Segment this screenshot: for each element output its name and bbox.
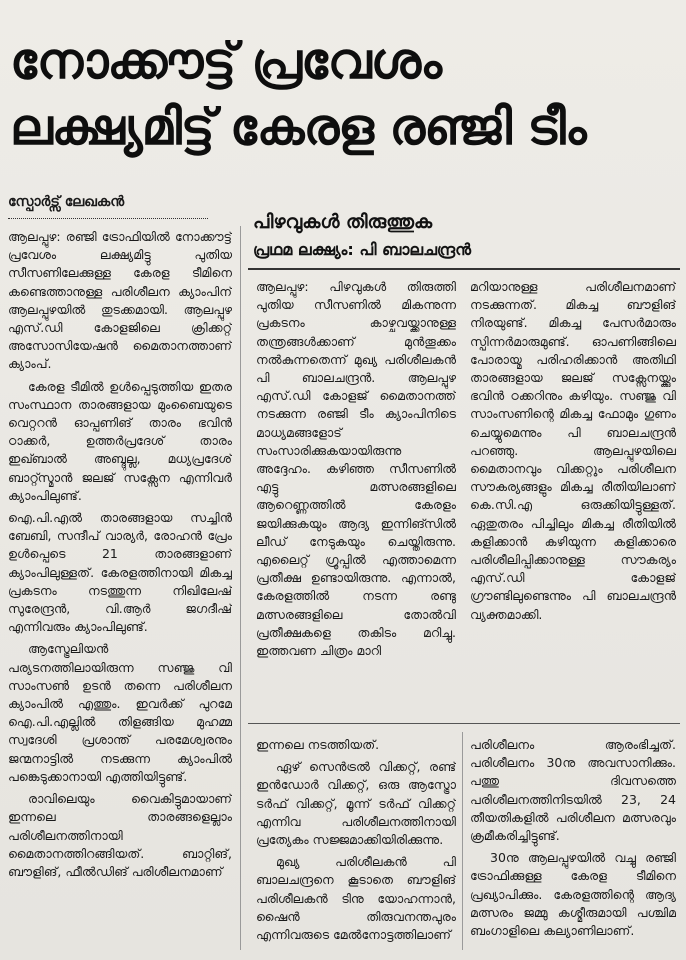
lower-right-column bbox=[470, 736, 676, 950]
lower-paragraph: ഏഴ് സെൻട്രൽ വിക്കറ്റ്, രണ്ട് ഇൻഡോർ വിക്കറ്റ്, ഒരു ആസ്ട്രോ ടർഫ് വിക്കറ്റ്, മൂന്ന് ടർഫ് വിക്കറ്റ് എന്നിവ പരിശീലനത്തിനായി പ്രത്യേകം സജ്ജമാക്കിയിരിക്കുന്നു. bbox=[256, 759, 456, 848]
subhead-line-1: പിഴവുകൾ തിരുത്തുക bbox=[253, 211, 433, 233]
left-paragraph: ആലപ്പുഴ: രഞ്ജി ട്രോഫിയിൽ നോക്കൗട്ട് പ്രവേശം ലക്ഷ്യമിട്ടു പുതിയ സീസണിലേക്കുള്ള കേരള ടീമിനെ കണ്ടെത്താനുള്ള പരിശീലന ക്യാംപിന് ആലപ്പുഴയിൽ തുടക്കമായി. ആലപ്പുഴ എസ്.ഡി കോളജിലെ ക്രിക്കറ്റ് അസോസിയേഷൻ മൈതാനത്താണ് ക്യാംപ്. bbox=[8, 229, 232, 372]
box-subheadline bbox=[253, 210, 673, 262]
byline-rule bbox=[8, 218, 208, 219]
headline-line-2: ലക്ഷ്യമിട്ട് കേരള രഞ്ജി ടീം bbox=[10, 98, 586, 156]
lower-paragraph: ഇന്നലെ നടത്തിയത്. bbox=[256, 737, 380, 752]
lower-paragraph: 30നു ആലപ്പുഴയിൽ വച്ചു രഞ്ജി ട്രോഫിക്കുള്ള കേരള ടീമിനെ പ്രഖ്യാപിക്കും. കേരളത്തിന്റെ ആദ്യ മത്സരം ജമ്മു കശ്മീരുമായി പശ്ചിമ ബംഗാളിലെ കല്യാണിലാണ്. bbox=[470, 850, 676, 939]
headline-line-1: നോക്കൗട്ട് പ്രവേശം bbox=[10, 32, 442, 90]
column-rule bbox=[240, 226, 241, 950]
lower-column-rule bbox=[462, 732, 463, 950]
left-paragraph: രാവിലെയും വൈകിട്ടുമായാണ് ഇന്നലെ താരങ്ങളെല്ലാം പരിശീലനത്തിനായി മൈതാനത്തിറങ്ങിയത്. ബാറ്റിങ്, ബൗളിങ്, ഫീൽഡിങ് പരിശീലനമാണ് bbox=[8, 791, 232, 879]
box-mid-column bbox=[256, 278, 456, 718]
lower-paragraph: പരിശീലനം ആരംഭിച്ചത്. പരിശീലനം 30നു അവസാനിക്കും. പത്തു ദിവസത്തെ പരിശീലനത്തിനിടയിൽ 23, 24 തീയതികളിൽ പരിശീലന മത്സരവും ക്രമീകരിച്ചിട്ടുണ്ട്. bbox=[470, 737, 676, 844]
box-paragraph: മറിയാനുള്ള പരിശീലനമാണ് നടക്കുന്നത്. മികച്ച ബൗളിങ് നിരയുണ്ട്. മികച്ച പേസർമാരും സ്പിന്നർമാരുമുണ്ട്. ഓപണിങ്ങിലെ പോരായ്മ പരിഹരിക്കാൻ അതിഥി താരങ്ങളായ ജലജ് സക്സേനയ്ക്കും ഭവിൻ ഠക്കറിനും കഴിയും. സഞ്ജു വി സാംസണിന്റെ മികച്ച ഫോമും ഗുണം ചെയ്യുമെന്നും പി ബാലചന്ദ്രൻ പറഞ്ഞു. ആലപ്പുഴയിലെ മൈതാനവും വിക്കറ്റും പരിശീലന സൗകര്യങ്ങളും മികച്ച രീതിയിലാണ് കെ.സി.എ ഒരുക്കിയിട്ടുള്ളത്. ഏതുതരം പിച്ചിലും മികച്ച രീതിയിൽ കളിക്കാൻ കഴിയുന്ന കളിക്കാരെ പരിശീലിപ്പിക്കാനുള്ള സൗകര്യം എസ്.ഡി കോളജ് ഗ്രൗണ്ടിലുണ്ടെന്നും പി ബാലചന്ദ്രൻ വ്യക്തമാക്കി. bbox=[470, 279, 676, 622]
headline bbox=[10, 28, 680, 160]
left-paragraph: കേരള ടീമിൽ ഉൾപ്പെടുത്തിയ ഇതര സംസ്ഥാന താരങ്ങളായ മുംബൈയുടെ വെറ്ററൻ ഓപ്പണിങ് താരം ഭവിൻ ഠാക്കർ, ഉത്തർപ്രദേശ് താരം ഇഖ്ബാൽ അബ്ദുല്ല, മധ്യപ്രദേശ് ബാറ്റ്സ്മാൻ ജലജ് സക്സേന എന്നിവർ ക്യാംപിലുണ്ട്. bbox=[8, 378, 232, 503]
byline: സ്പോർട്സ് ലേഖകൻ bbox=[8, 194, 125, 210]
left-article-column bbox=[8, 228, 232, 950]
left-paragraph: ഐ.പി.എൽ താരങ്ങളായ സച്ചിൻ ബേബി, സന്ദീപ് വാര്യർ, രോഹൻ പ്രേം ഉൾപ്പെടെ 21 താരങ്ങളാണ് ക്യാംപിലുള്ളത്. കേരളത്തിനായി മികച്ച പ്രകടനം നടത്തുന്ന നിഖിലേഷ് സുരേന്ദ്രൻ, വി.ആർ ജഗദീഷ് എന്നിവരും ക്യാംപിലുണ്ട്. bbox=[8, 510, 232, 635]
box-right-column bbox=[470, 278, 676, 718]
left-paragraph: ആസ്ട്രേലിയൻ പര്യടനത്തിലായിരുന്ന സഞ്ജു വി സാംസൺ ഉടൻ തന്നെ പരിശീലന ക്യാംപിൽ എത്തും. ഇവർക്ക് പുറമേ ഐ.പി.എല്ലിൽ തിളങ്ങിയ മുഹമ്മ സ്വദേശി പ്രശാന്ത് പരമേശ്വരനും ജന്മനാട്ടിൽ നടക്കുന്ന ക്യാംപിൽ പങ്കെടുക്കാനായി എത്തിയിട്ടുണ്ട്. bbox=[8, 641, 232, 784]
lower-mid-column bbox=[256, 736, 456, 950]
subhead-line-2: പ്രഥമ ലക്ഷ്യം: പി ബാലചന്ദ്രൻ bbox=[253, 240, 472, 259]
box-paragraph: ആലപ്പുഴ: പിഴവുകൾ തിരുത്തി പുതിയ സീസണിൽ മികന്നുന്ന പ്രകടനം കാഴ്ചവയ്ക്കാനുള്ള തന്ത്രങ്ങൾക്കാണ് മുൻതൂക്കം നൽകുന്നതെന്ന് മുഖ്യ പരിശീലകൻ പി ബാലചന്ദ്രൻ. ആലപ്പുഴ എസ്.ഡി കോളജ് മൈതാനത്ത് നടക്കുന്ന രഞ്ജി ടീം ക്യാംപിനിടെ മാധ്യമങ്ങളോട് സംസാരിക്കുകയായിരുന്നു അദ്ദേഹം. കഴിഞ്ഞ സീസണിൽ എട്ടു മത്സരങ്ങളിലെ ആറെണ്ണത്തിൽ കേരളം ജയിക്കുകയും ആദ്യ ഇന്നിങ്സിൽ ലീഡ് നേടുകയും ചെയ്തിരുന്നു. എലൈറ്റ് ഗ്രൂപ്പിൽ എത്താമെന്ന പ്രതീക്ഷ ഉണ്ടായിരുന്നു. എന്നാൽ, കേരളത്തിൽ നടന്ന രണ്ടു മത്സരങ്ങളിലെ തോൽവി പ്രതീക്ഷകളെ തകിടം മറിച്ചു. ഇത്തവണ ചിത്രം മാറി bbox=[256, 279, 456, 659]
lower-paragraph: മുഖ്യ പരിശീലകൻ പി ബാലചന്ദ്രനെ കൂടാതെ ബൗളിങ് പരിശീലകൻ ടിനു യോഹന്നാൻ, ഷൈൻ തിരുവനന്തപുരം എന്നിവരുടെ മേൽനോട്ടത്തിലാണ് bbox=[256, 854, 456, 943]
